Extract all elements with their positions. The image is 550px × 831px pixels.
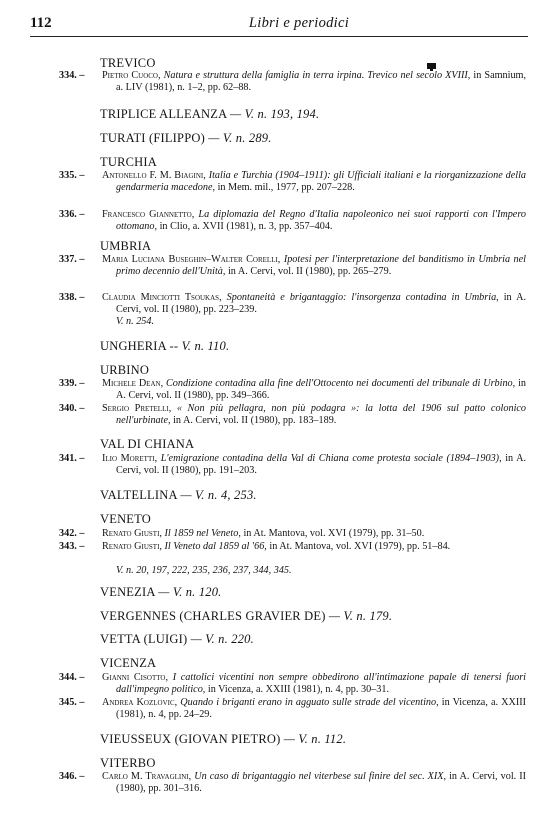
cross-reference: V. n. 254. [116, 316, 155, 327]
entry-title: Un caso di brigantaggio nel viterbese sul finire del sec. XIX [194, 771, 444, 782]
cross-reference: — V. n. 220. [190, 632, 254, 646]
entry-source: , in At. Mantova, vol. XVI (1979), pp. 31–50. [238, 528, 425, 539]
entry-text: Carlo M. Travaglini, Un caso di brigantaggio nel viterbese sul finire del sec. XIX, in A. Cervi, vol. II (1980), pp. 301–316. [102, 771, 527, 794]
entry-title: Natura e struttura della famiglia in terra irpina. Trevico nel secolo XVIII [163, 70, 468, 81]
entry-title: Spontaneità e brigantaggio: l'insorgenza contadina in Umbria [226, 292, 497, 303]
entry-number: 345. – [59, 697, 85, 708]
section-heading: VENETO [100, 512, 151, 526]
entry-author: Gianni Cisotto [102, 672, 166, 683]
entry-source: , in Samnium, a. LIV (1981), n. 1–2, pp. 62–88. [116, 70, 527, 93]
entry-author: Renato Giusti [102, 528, 160, 539]
entry-number: 341. – [59, 453, 85, 464]
entry-text: Claudia Minciotti Tsoukas, Spontaneità e brigantaggio: l'insorgenza contadina in Umbria, in A. Cervi, vol. II (1980), pp. 223–239. [102, 292, 526, 315]
entry-source: , in Vicenza, a. XXIII (1981), n. 4, pp. 24–29. [116, 697, 526, 720]
entry-number: 339. – [59, 378, 85, 389]
entry-text: Gianni Cisotto, I cattolici vicentini non sempre obbedirono all'intimazione papale di tenersi fuori dall'impegno politico, in Vicenza, a. XXIII (1981), n. 4, pp. 30–31. [102, 672, 527, 695]
cross-reference: -- V. n. 110. [169, 339, 230, 353]
cross-reference: — V. n. 289. [208, 131, 272, 145]
section-heading: URBINO [100, 363, 150, 377]
section-heading: UMBRIA [100, 239, 152, 253]
entry-number: 344. – [59, 672, 85, 683]
header-rule [30, 36, 528, 37]
section-heading: VICENZA [100, 656, 157, 670]
entry-number: 343. – [59, 541, 85, 552]
section-heading: VERGENNES (CHARLES GRAVIER DE) — V. n. 179. [100, 609, 393, 623]
section-heading: VIEUSSEUX (GIOVAN PIETRO) — V. n. 112. [100, 732, 347, 746]
entry-source: , in Vicenza, a. XXIII (1981), n. 4, pp. 30–31. [202, 684, 390, 695]
entry-source: , in Mem. mil., 1977, pp. 207–228. [212, 182, 355, 193]
cross-reference: — V. n. 179. [328, 609, 393, 623]
section-heading: TURCHIA [100, 155, 157, 169]
entry-number: 342. – [59, 528, 85, 539]
entry-author: Renato Giusti [102, 541, 160, 552]
cross-reference: V. n. 20, 197, 222, 235, 236, 237, 344, 345. [116, 565, 292, 576]
entry-author: Carlo M. Travaglini [102, 771, 189, 782]
entry-text: Pietro Cuoco, Natura e struttura della famiglia in terra irpina. Trevico nel secolo XVIII, in Samnium, a. LIV (1981), n. 1–2, pp. 62–88. [102, 70, 527, 93]
entry-source: , in A. Cervi, vol. II (1980), pp. 349–366. [116, 378, 526, 401]
section-heading: VALTELLINA — V. n. 4, 253. [100, 488, 257, 502]
entry-author: Claudia Minciotti Tsoukas [102, 292, 220, 303]
cross-reference: — V. n. 193, 194. [229, 107, 320, 121]
entry-title: La diplomazia del Regno d'Italia napoleonico nei suoi rapporti con l'Impero ottomano [116, 209, 527, 232]
cross-reference: — V. n. 120. [158, 585, 222, 599]
section-heading: TREVICO [100, 56, 156, 70]
entry-text: Sergio Pretelli, « Non più pellagra, non più podagra »: la lotta del 1906 sul patto colonico nell'urbinate, in A. Cervi, vol. II (1980), pp. 183–189. [102, 403, 527, 426]
section-heading: VITERBO [100, 756, 156, 770]
entry-title: L'emigrazione contadina della Val di Chiana come protesta sociale (1894–1903) [160, 453, 500, 464]
entry-number: 336. – [59, 209, 85, 220]
cross-reference: — V. n. 112. [283, 732, 347, 746]
entry-number: 334. – [59, 70, 85, 81]
entry-source: , in A. Cervi, vol. II (1980), pp. 191–203. [116, 453, 527, 476]
entry-title: Italia e Turchia (1904–1911): gli Ufficiali italiani e la riorganizzazione della gendarmeria macedone [116, 170, 526, 193]
entry-author: Andrea Kozlovic [102, 697, 175, 708]
entry-author: Michele Dean [102, 378, 161, 389]
entry-source: , in At. Mantova, vol. XVI (1979), pp. 51–84. [264, 541, 451, 552]
entry-author: Ilio Moretti [102, 453, 155, 464]
entry-source: , in A. Cervi, vol. II (1980), pp. 183–189. [167, 415, 337, 426]
entry-source: , in A. Cervi, vol. II (1980), pp. 301–316. [116, 771, 527, 794]
entry-author: Francesco Giannetto [102, 209, 192, 220]
entry-text: Ilio Moretti, L'emigrazione contadina della Val di Chiana come protesta sociale (1894–1903), in A. Cervi, vol. II (1980), pp. 191–203. [102, 453, 527, 476]
entry-author: Maria Luciana Buseghin–Walter Corelli [102, 254, 278, 265]
entry-title: Ipotesi per l'interpretazione del banditismo in Umbria nel primo decennio dell'Unità [116, 254, 526, 277]
section-heading: VETTA (LUIGI) — V. n. 220. [100, 632, 254, 646]
entry-title: Il 1859 nel Veneto [164, 528, 239, 539]
entry-text: Maria Luciana Buseghin–Walter Corelli, Ipotesi per l'interpretazione del banditismo in Umbria nel primo decennio dell'Unità, in A. Cervi, vol. II (1980), pp. 265–279. [102, 254, 526, 277]
section-heading: TRIPLICE ALLEANZA — V. n. 193, 194. [100, 107, 320, 121]
entry-title: « Non più pellagra, non più podagra »: la lotta del 1906 sul patto colonico nell'urbinate [116, 403, 527, 426]
entry-author: Sergio Pretelli [102, 403, 169, 414]
entry-title: I cattolici vicentini non sempre obbedirono all'intimazione papale di tenersi fuori dall'impegno politico [116, 672, 527, 695]
entry-number: 335. – [59, 170, 85, 181]
entry-text: Francesco Giannetto, La diplomazia del Regno d'Italia napoleonico nei suoi rapporti con l'Impero ottomano, in Clio, a. XVII (1981), n. 3, pp. 357–404. [102, 209, 527, 232]
entry-text: Michele Dean, Condizione contadina alla fine dell'Ottocento nei documenti del tribunale di Urbino, in A. Cervi, vol. II (1980), pp. 349–366. [102, 378, 526, 401]
entry-number: 340. – [59, 403, 85, 414]
entry-title: Quando i briganti erano in agguato sulle strade del vicentino [180, 697, 437, 708]
cross-reference: — V. n. 4, 253. [180, 488, 257, 502]
running-title: Libri e periodici [248, 15, 350, 31]
section-heading: UNGHERIA -- V. n. 110. [100, 339, 230, 353]
section-heading: VENEZIA — V. n. 120. [100, 585, 222, 599]
entry-number: 346. – [59, 771, 85, 782]
entry-text: Antonello F. M. Biagini, Italia e Turchia (1904–1911): gli Ufficiali italiani e la riorganizzazione della gendarmeria macedone, in Mem. mil., 1977, pp. 207–228. [102, 170, 526, 193]
entry-source: , in A. Cervi, vol. II (1980), pp. 265–279. [222, 266, 392, 277]
entry-title: Condizione contadina alla fine dell'Ottocento nei documenti del tribunale di Urbino [165, 378, 513, 389]
page-header [30, 15, 528, 33]
entry-source: , in Clio, a. XVII (1981), n. 3, pp. 357–404. [154, 221, 333, 232]
entry-author: Antonello F. M. Biagini [102, 170, 204, 181]
entry-title: Il Veneto dal 1859 al '66 [164, 541, 265, 552]
section-heading: TURATI (FILIPPO) — V. n. 289. [100, 131, 272, 145]
entry-text: Renato Giusti, Il Veneto dal 1859 al '66, in At. Mantova, vol. XVI (1979), pp. 51–84. [102, 541, 451, 552]
entry-number: 338. – [59, 292, 85, 303]
entry-author: Pietro Cuoco [102, 70, 158, 81]
entry-source: , in A. Cervi, vol. II (1980), pp. 223–239. [116, 292, 526, 315]
section-heading: VAL DI CHIANA [100, 437, 195, 451]
entry-text: Andrea Kozlovic, Quando i briganti erano in agguato sulle strade del vicentino, in Vicenza, a. XXIII (1981), n. 4, pp. 24–29. [102, 697, 526, 720]
page-number: 112 [30, 15, 52, 31]
entry-text: Renato Giusti, Il 1859 nel Veneto, in At. Mantova, vol. XVI (1979), pp. 31–50. [102, 528, 425, 539]
entry-number: 337. – [59, 254, 85, 265]
